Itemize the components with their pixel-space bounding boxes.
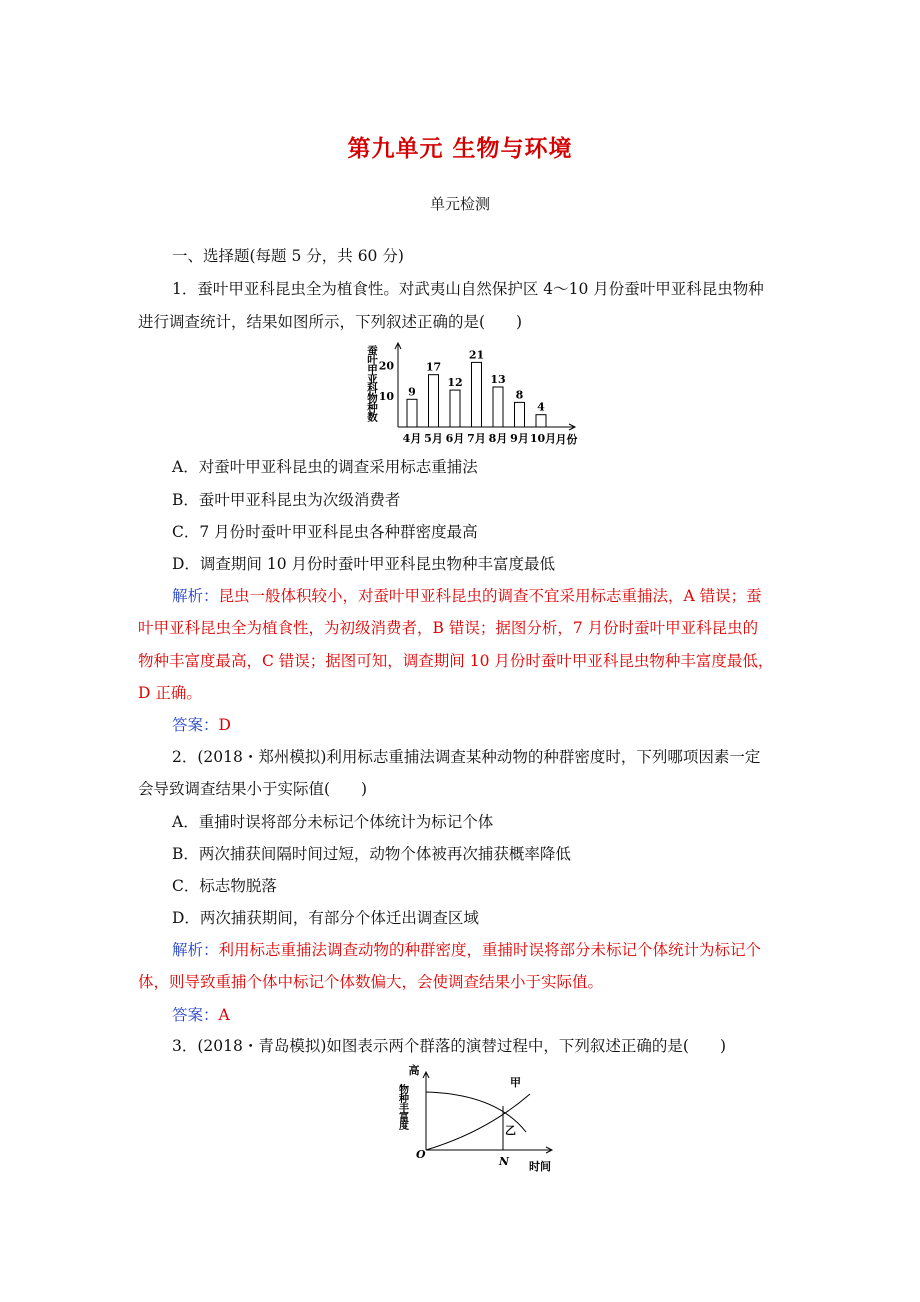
bar-value-label: 13 xyxy=(490,373,506,386)
analysis-label: 解析： xyxy=(172,587,219,605)
analysis-label: 解析： xyxy=(172,941,219,959)
n-marker-label: N xyxy=(499,1155,510,1168)
analysis-text: 利用标志重捕法调查动物的种群密度，重捕时误将部分未标记个体统计为标记个 xyxy=(218,941,762,959)
answer-label: 答案： xyxy=(172,1006,219,1024)
x-tick-label: 7月 xyxy=(467,432,486,445)
q2-option-d: D．两次捕获期间，有部分个体迁出调查区域 xyxy=(172,909,479,927)
answer-value: D xyxy=(218,716,231,734)
x-tick-label: 6月 xyxy=(445,432,465,445)
answer-value: A xyxy=(218,1006,230,1024)
q1-analysis-line-2: 叶甲亚科昆虫全为植食性，为初级消费者，B 错误；据图分析，7 月份时蚕叶甲亚科昆虫的 xyxy=(138,619,759,637)
x-axis-label: 月份 xyxy=(555,433,578,446)
q3-stem-line-1: 3．(2018・青岛模拟)如图表示两个群落的演替过程中，下列叙述正确的是( ) xyxy=(172,1037,726,1055)
series-line xyxy=(426,1094,530,1150)
x-tick-label: 4月 xyxy=(402,432,422,445)
q1-stem-line-1: 1．蚕叶甲亚科昆虫全为植食性。对武夷山自然保护区 4～10 月份蚕叶甲亚科昆虫物种 xyxy=(172,280,764,298)
y-axis-label: 物种丰富度 xyxy=(396,1084,408,1129)
bar-value-label: 21 xyxy=(468,348,485,362)
x-tick-label: 8月 xyxy=(488,432,508,445)
q2-stem-line-1: 2．(2018・郑州模拟)利用标志重捕法调查某种动物的种群密度时，下列哪项因素一定 xyxy=(172,748,761,766)
bar xyxy=(429,375,439,427)
q1-analysis-line-1 xyxy=(172,586,822,606)
q2-stem-line-2: 会导致调查结果小于实际值( ) xyxy=(138,780,368,798)
y-tick-label: 10 xyxy=(378,390,394,404)
q1-answer xyxy=(172,715,822,735)
bar xyxy=(407,399,417,427)
q1-option-d: D．调查期间 10 月份时蚕叶甲亚科昆虫物种丰富度最低 xyxy=(172,555,556,573)
bar xyxy=(536,415,546,427)
line-chart xyxy=(380,1062,580,1174)
x-tick-label: 5月 xyxy=(424,432,443,445)
bar xyxy=(450,390,460,427)
q2-option-c: C．标志物脱落 xyxy=(172,877,277,895)
bar xyxy=(472,362,482,427)
x-axis-label: 时间 xyxy=(529,1160,551,1173)
legend-label: 甲 xyxy=(510,1076,521,1089)
q1-option-c: C．7 月份时蚕叶甲亚科昆虫各种群密度最高 xyxy=(172,523,478,541)
q2-option-b: B．两次捕获间隔时间过短，动物个体被再次捕获概率降低 xyxy=(172,845,571,863)
bar xyxy=(515,402,525,427)
x-tick-label: 9月 xyxy=(510,432,529,445)
q2-answer xyxy=(172,1005,822,1025)
q2-analysis-line-2: 体，则导致重捕个体中标记个体数偏大，会使调查结果小于实际值。 xyxy=(138,973,604,991)
section-heading: 一、选择题(每题 5 分，共 60 分) xyxy=(172,247,404,265)
bar xyxy=(493,387,503,427)
bar-value-label: 8 xyxy=(515,388,524,402)
q1-stem-line-2: 进行调查统计，结果如图所示，下列叙述正确的是( ) xyxy=(138,313,523,331)
q1-option-b: B．蚕叶甲亚科昆虫为次级消费者 xyxy=(172,491,401,509)
bar-value-label: 17 xyxy=(425,360,442,374)
bar-value-label: 9 xyxy=(408,385,416,399)
q2-analysis-line-1 xyxy=(172,940,822,960)
bar-value-label: 12 xyxy=(447,376,463,390)
analysis-text: 昆虫一般体积较小，对蚕叶甲亚科昆虫的调查不宜采用标志重捕法，A 错误；蚕 xyxy=(218,587,762,605)
page-subtitle: 单元检测 xyxy=(429,195,490,213)
y-axis-label: 蚕叶甲亚科物种数 xyxy=(366,345,378,421)
page-title: 第九单元 生物与环境 xyxy=(347,135,573,162)
q1-option-a: A．对蚕叶甲亚科昆虫的调查采用标志重捕法 xyxy=(172,458,478,476)
y-top-label: 高 xyxy=(408,1064,420,1077)
q1-analysis-line-4: D 正确。 xyxy=(138,684,202,702)
q1-analysis-line-3: 物种丰富度最高，C 错误；据图可知，调查期间 10 月份时蚕叶甲亚科昆虫物种丰富度最低， xyxy=(138,652,774,670)
origin-label: O xyxy=(416,1148,426,1161)
answer-label: 答案： xyxy=(172,716,219,734)
q2-option-a: A．重捕时误将部分未标记个体统计为标记个体 xyxy=(172,813,494,831)
x-tick-label: 10月 xyxy=(529,432,557,445)
legend-label: 乙 xyxy=(505,1124,516,1137)
y-tick-label: 20 xyxy=(378,359,394,373)
bar-value-label: 4 xyxy=(537,400,545,414)
bar-chart xyxy=(360,337,600,449)
